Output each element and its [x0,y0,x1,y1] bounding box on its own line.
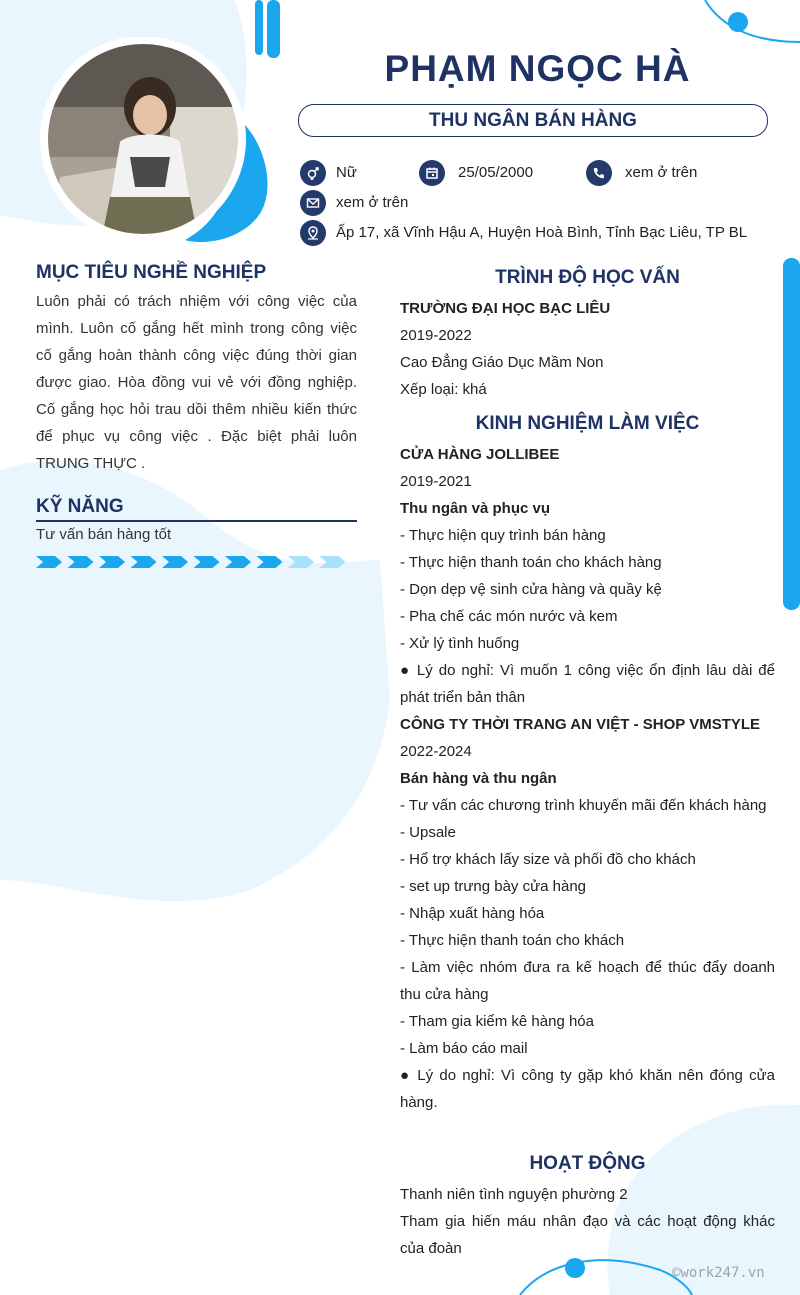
job-leave-reason: ● Lý do nghỉ: Vì công ty gặp khó khăn nên đóng cửa hàng. [400,1067,775,1111]
objective-text: Luôn phải có trách nhiệm với công việc của mình. Luôn cố gắng hết mình trong công việc cố gắng hoàn thành công việc đúng thời gian được giao. Hòa đồng vui vẻ với đồng nghiệp. Cố gắng học hỏi trau dồi thêm nhiều kiến thức để phục vụ công việc . Đặc biệt phải luôn TRUNG THỰC . [36,293,357,472]
activity-item: Thanh niên tình nguyện phường 2 [400,1186,628,1203]
job-duty: - Hổ trợ khách lấy size và phối đồ cho khách [400,851,696,868]
job-duty: - Thực hiện quy trình bán hàng [400,527,606,544]
education-title: TRÌNH ĐỘ HỌC VẤN [495,267,680,288]
experience-title: KINH NGHIỆM LÀM VIỆC [475,413,700,434]
job-duty: - Tham gia kiểm kê hàng hóa [400,1013,594,1030]
job-duty: - Nhập xuất hàng hóa [400,905,545,922]
job-years: 2022-2024 [400,743,472,760]
job-duty: - Xử lý tình huống [400,635,520,652]
objective-title: MỤC TIÊU NGHỀ NGHIỆP [36,262,267,283]
education-years: 2019-2022 [400,327,472,344]
location-icon [300,220,326,246]
email-icon [300,190,326,216]
job-role: Bán hàng và thu ngân [400,770,557,787]
activity-item: Tham gia hiến máu nhân đạo và các hoạt động khác của đoàn [400,1213,775,1257]
job-title: THU NGÂN BÁN HÀNG [298,104,768,137]
gender-icon [300,160,326,186]
skill-chevron-filled [68,556,94,568]
calendar-icon [419,160,445,186]
education-grade: Xếp loại: khá [400,381,487,398]
job-duty: - Upsale [400,824,456,841]
email-value: xem ở trên [336,194,409,211]
address-value: Ấp 17, xã Vĩnh Hậu A, Huyện Hoà Bình, Tỉnh Bạc Liêu, TP BL [336,224,748,241]
job-company: CÔNG TY THỜI TRANG AN VIỆT - SHOP VMSTYLE [400,716,761,733]
gender-value: Nữ [336,164,357,181]
job-duty: - Dọn dẹp vệ sinh cửa hàng và quầy kệ [400,581,662,598]
dob-value: 25/05/2000 [458,164,534,181]
education-major: Cao Đẳng Giáo Dục Mầm Non [400,354,604,371]
job-duty: - set up trưng bày cửa hàng [400,878,587,895]
experience-block [400,441,775,1116]
job-duty: - Pha chế các món nước và kem [400,608,618,625]
activities-block [400,1181,775,1262]
skill-chevron-filled [131,556,157,568]
activities-title: HOẠT ĐỘNG [529,1153,646,1174]
skill-chevron-filled [36,556,62,568]
education-block [400,295,775,403]
job-duty: - Thực hiện thanh toán cho khách [400,932,625,949]
job-years: 2019-2021 [400,473,472,490]
skill-chevron-filled [225,556,251,568]
phone-icon [586,160,612,186]
job-role: Thu ngân và phục vụ [400,500,551,517]
skill-chevron-filled [99,556,125,568]
full-name: PHẠM NGỌC HÀ [384,48,691,89]
job-duty: - Tư vấn các chương trình khuyến mãi đến khách hàng [400,797,767,814]
avatar [40,37,256,247]
skill-chevron-filled [257,556,283,568]
job-duty: - Làm việc nhóm đưa ra kế hoạch để thúc đẩy doanh thu cửa hàng [400,959,775,1003]
job-duty: - Thực hiện thanh toán cho khách hàng [400,554,662,571]
skills-divider [36,520,357,522]
skill-chevron-empty [320,556,346,568]
skill-chevron-filled [194,556,220,568]
skill-name: Tư vấn bán hàng tốt [36,526,172,543]
watermark: ©work247.vn [672,1265,765,1281]
skill-level-bar [36,554,351,570]
skills-title: KỸ NĂNG [36,496,124,517]
school-name: TRƯỜNG ĐẠI HỌC BẠC LIÊU [400,300,611,317]
skill-chevron-filled [162,556,188,568]
job-company: CỬA HÀNG JOLLIBEE [400,446,560,463]
skill-chevron-empty [288,556,314,568]
job-duty: - Làm báo cáo mail [400,1040,528,1057]
phone-value: xem ở trên [625,164,698,181]
job-leave-reason: ● Lý do nghỉ: Vì muốn 1 công việc ổn định lâu dài để phát triển bản thân [400,662,775,706]
